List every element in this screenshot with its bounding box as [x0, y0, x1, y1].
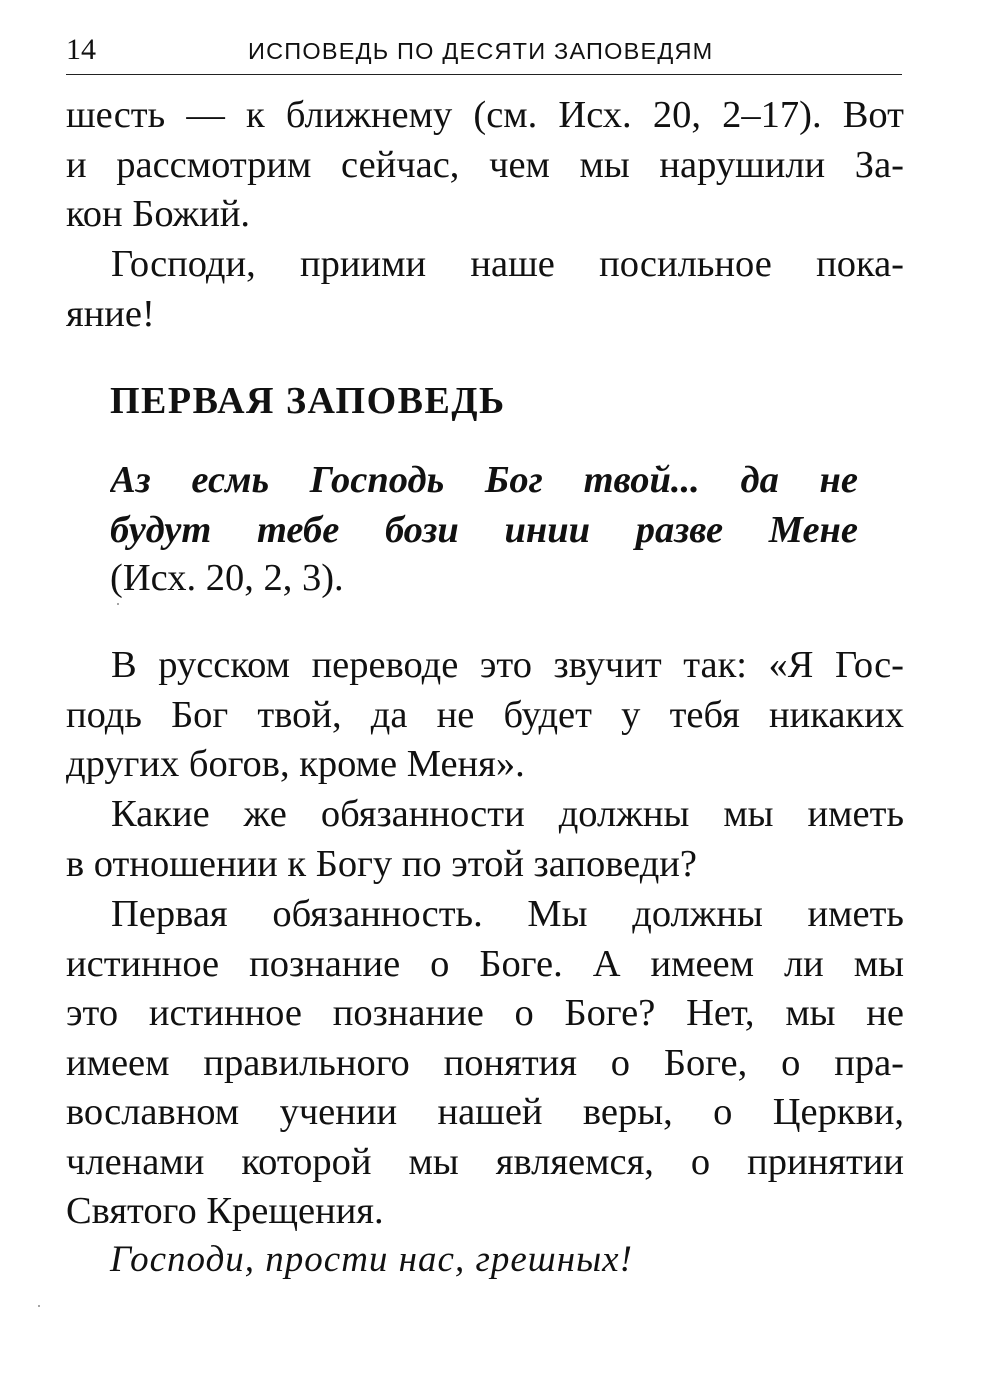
text-line: подь Бог твой, да не будет у тебя никаких	[66, 693, 904, 736]
intro-paragraph	[66, 91, 904, 240]
text-line: истинное познание о Боге. А имеем ли мы	[66, 942, 904, 985]
plea-paragraph	[66, 240, 904, 339]
text-line: Господи, приими наше посильное пока-	[111, 243, 904, 285]
closing-prayer: Господи, прости нас, грешных!	[110, 1239, 633, 1280]
page-number: 14	[66, 33, 96, 66]
scripture-quote	[110, 456, 858, 555]
text-line: членами которой мы являемся, о принятии	[66, 1140, 904, 1183]
text-line: яние!	[66, 292, 155, 335]
text-line: В русском переводе это звучит так: «Я Гос-	[111, 644, 904, 686]
text-line: и рассмотрим сейчас, чем мы нарушили За-	[66, 143, 904, 186]
text-line: шесть — к ближнему (см. Исх. 20, 2–17). Вот	[66, 94, 904, 136]
text-line: других богов, кроме Меня».	[66, 743, 525, 785]
running-head	[66, 30, 902, 75]
section-heading: ПЕРВАЯ ЗАПОВЕДЬ	[110, 380, 506, 422]
text-line: имеем правильного понятия о Боге, о пра-	[66, 1041, 904, 1084]
print-speck	[38, 1305, 40, 1307]
quote-line: будут тебе бози инии разве Мене	[110, 508, 858, 551]
text-line: это истинное познание о Боге? Нет, мы не	[66, 992, 904, 1034]
text-line: кон Божий.	[66, 193, 251, 235]
running-title: ИСПОВЕДЬ ПО ДЕСЯТИ ЗАПОВЕДЯМ	[248, 38, 714, 64]
text-line: в отношении к Богу по этой заповеди?	[66, 842, 698, 885]
duty-paragraph	[66, 890, 904, 1237]
scripture-reference: (Исх. 20, 2, 3).	[110, 557, 344, 599]
text-line: Первая обязанность. Мы должны иметь	[111, 893, 904, 935]
quote-line: Аз есмь Господь Бог твой... да не	[110, 459, 858, 501]
text-line: Какие же обязанности должны мы иметь	[111, 793, 904, 835]
text-line: вославном учении нашей веры, о Церкви,	[66, 1091, 904, 1133]
question-paragraph	[66, 790, 904, 889]
print-speck	[117, 603, 119, 605]
translation-paragraph	[66, 641, 904, 790]
text-line: Святого Крещения.	[66, 1190, 384, 1232]
